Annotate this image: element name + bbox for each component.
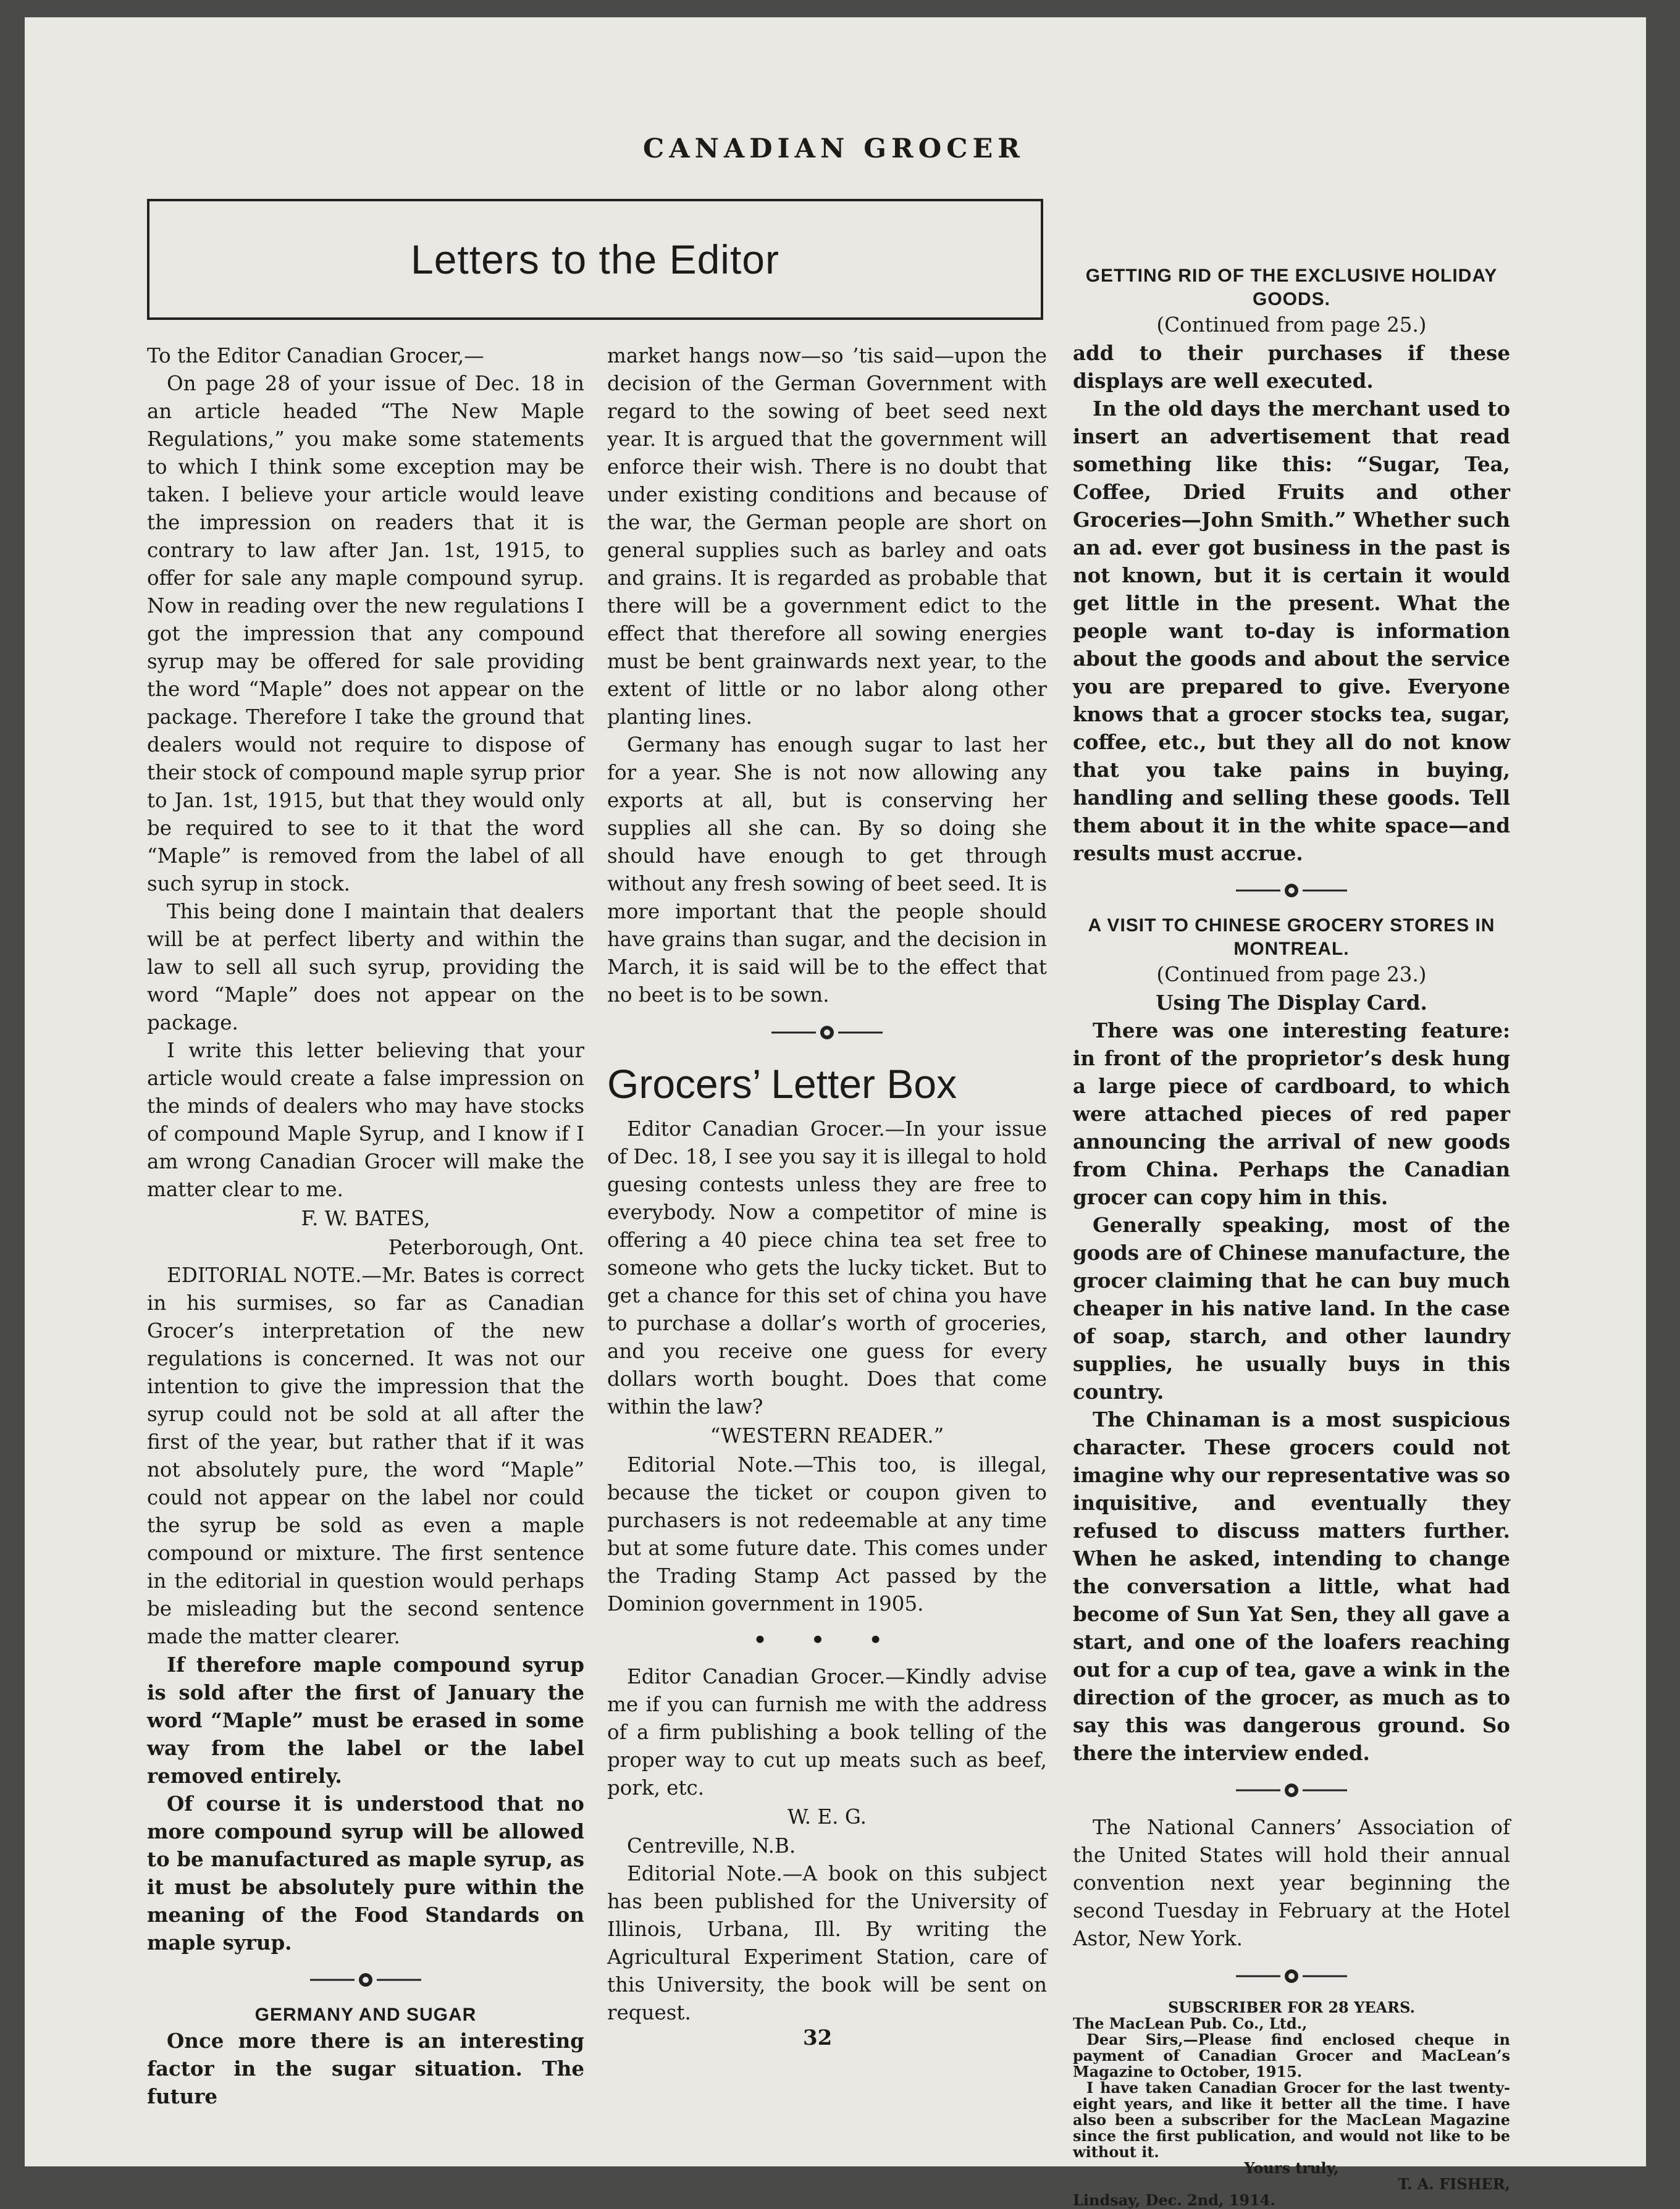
chinese-subheading: Using The Display Card. (1156, 991, 1427, 1015)
subscriber-heading: SUBSCRIBER FOR 28 YEARS. (1168, 1998, 1415, 2016)
holiday-paragraph-2: In the old days the merchant used to insert an advertisement that read something like this: “Sugar, Tea, Coffee, Dried Fruits and other Groceries—John Smith.” Whether such an ad. ever got business in the past is not known, but it is certain it would get little in the present. What the people want to-day is information about the goods and about the service you are prepared to give. Everyone knows that a grocer stocks tea, sugar, coffee, etc., but they all do not know that you take pains in buying, handling and selling these goods. Tell them about it in the white space—and results must accrue. (1073, 396, 1510, 865)
chinese-paragraph-1: There was one interesting feature: in front of the proprietor’s desk hung a large piece of cardboard, to which were attached pieces of red paper announcing the arrival of new goods from China. Perhaps the Canadian grocer can copy him in this. (1073, 1018, 1510, 1209)
letter-1: Editor Canadian Grocer.—In your issue of Dec. 18, I see you say it is illegal to hold guesing contests unless they are free to everybody. Now a competitor of mine is offering a 40 piece china tea set free to someone who gets the lucky ticket. But to get a chance for this set of china you have to purchase a dollar’s worth of groceries, and you receive one guess for every dollars worth bought. Does that come within the law? (607, 1117, 1047, 1419)
dot-separator: • • • (753, 1628, 901, 1653)
subscriber-place: Lindsay, Dec. 2nd, 1914. (1073, 2191, 1275, 2209)
ornament-divider (147, 1956, 584, 2003)
letter-paragraph: This being done I maintain that dealers will be at perfect liberty and within the law to sell all such syrup, providing the word “Maple” does not appear on the package. (147, 900, 584, 1034)
letter-signature: F. W. BATES, (301, 1207, 430, 1230)
newspaper-page (25, 17, 1646, 2209)
letter-1-note: Editorial Note.—This too, is illegal, because the ticket or coupon given to purchasers is not redeemable at any time but at some future date. This comes under the Trading Stamp Act passed by the Dominion government in 1905. (607, 1453, 1047, 1616)
letter-2-location: Centreville, N.B. (627, 1834, 796, 1858)
germany-paragraph: Once more there is an interesting factor in the sugar situation. The future (147, 2029, 584, 2108)
ornament-divider (607, 1009, 1047, 1056)
ornament-divider (1073, 1953, 1510, 2000)
subscriber-paragraph-1: Dear Sirs,—Please find enclosed cheque in payment of Canadian Grocer and MacLean’s Magazine to October, 1915. (1073, 2031, 1510, 2081)
chinese-paragraph-3: The Chinaman is a most suspicious character. These grocers could not imagine why our representative was so inquisitive, and eventually they refused to discuss matters further. When he asked, intending to change the conversation a little, what had become of Sun Yat Sen, they all gave a start, and one of the loafers reaching out for a cup of tea, gave a wink in the direction of the grocer, as much as to say this was dangerous ground. So there the interview ended. (1073, 1407, 1510, 1765)
editorial-note: EDITORIAL NOTE.—Mr. Bates is correct in his surmises, so far as Canadian Grocer’s interpretation of the new regulations is concerned. It was not our intention to give the impression that the syrup could not be sold at all after the first of the year, but rather that if it was not absolutely pure, the word “Maple” could not appear on the label nor could the syrup be sold as even a maple compound or mixture. The first sentence in the editorial in question would perhaps be misleading but the second sentence made the matter clearer. (147, 1264, 584, 1648)
canners-paragraph: The National Canners’ Association of the United States will hold their annual convention next year beginning the second Tuesday in February at the Hotel Astor, New York. (1073, 1816, 1510, 1950)
ornament-icon (310, 1971, 421, 1989)
page-number: 32 (803, 2026, 833, 2050)
subscriber-signature: T. A. FISHER, (1398, 2175, 1510, 2193)
ornament-divider (1073, 1767, 1510, 1814)
bold-paragraph: If therefore maple compound syrup is sold after the first of January the word “Maple” must be erased in some way from the label or the label removed entirely. (147, 1653, 584, 1788)
ornament-icon (1236, 881, 1347, 900)
letter-2-note: Editorial Note.—A book on this subject has been published for the University of Illinois, Urbana, Ill. By writing the Agricultural Experiment Station, care of this University, the book will be sent on request. (607, 1862, 1047, 2024)
letter-paragraph: I write this letter believing that your article would create a false impression on the minds of dealers who may have stocks of compound Maple Syrup, and I know if I am wrong Canadian Grocer will make the matter clear to me. (147, 1039, 584, 1201)
page-title: Letters to the Editor (411, 237, 779, 282)
ornament-icon (771, 1023, 883, 1042)
chinese-continued: (Continued from page 23.) (1156, 963, 1427, 986)
germany-continued: market hangs now—so ’tis said—upon the decision of the German Government with regard to the sowing of beet seed next year. It is argued that the government will enforce their wish. There is no doubt that under existing conditions and because of the war, the German people are short on general supplies such as barley and oats and grains. It is regarded as probable that there will be a government edict to the effect that therefore all sowing energies must be bent grainwards next year, to the extent of little or no labor along other planting lines. (607, 344, 1047, 729)
letterbox-heading: Grocers’ Letter Box (607, 1061, 957, 1107)
title-box (147, 199, 1043, 320)
subscriber-close: Yours truly, (1244, 2159, 1339, 2177)
salutation: To the Editor Canadian Grocer,— (147, 344, 484, 367)
chinese-heading: A VISIT TO CHINESE GROCERY STORES IN MONTREAL. (1088, 915, 1495, 959)
holiday-paragraph-1: add to their purchases if these displays are well executed. (1073, 341, 1510, 393)
subscriber-section (1073, 2000, 1510, 2208)
germany-heading: GERMANY AND SUGAR (254, 2005, 477, 2025)
column-1 (147, 342, 584, 2110)
column-3 (1073, 264, 1510, 2208)
bold-paragraph: Of course it is understood that no more compound syrup will be allowed to be manufactured as maple syrup, as it must be absolutely pure within the meaning of the Food Standards on maple syrup. (147, 1792, 584, 1955)
running-head: CANADIAN GROCER (643, 133, 1025, 164)
letter-2: Editor Canadian Grocer.—Kindly advise me if you can furnish me with the address of a firm publishing a book telling of the proper way to cut up meats such as beef, pork, etc. (607, 1665, 1047, 1800)
ornament-icon (1236, 1781, 1347, 1800)
letter-paragraph: On page 28 of your issue of Dec. 18 in an article headed “The New Maple Regulations,” you make some statements to which I think some exception may be taken. I believe your article would leave the impression on readers that it is contrary to law after Jan. 1st, 1915, to offer for sale any maple compound syrup. Now in reading over the new regulations I got the impression that any compound syrup may be offered for sale providing the word “Maple” does not appear on the package. Therefore I take the ground that dealers would not require to dispose of their stock of compound maple syrup prior to Jan. 1st, 1915, but that they would only be required to see to it that the word “Maple” is removed from the label of all such syrup in stock. (147, 372, 584, 895)
holiday-heading: GETTING RID OF THE EXCLUSIVE HOLIDAY GOODS. (1085, 266, 1498, 309)
letter-1-signature: “WESTERN READER.” (710, 1424, 944, 1448)
subscriber-paragraph-2: I have taken Canadian Grocer for the last twenty-eight years, and like it better all the time. I have also been a subscriber for the MacLean Magazine since the first publication, and would not like to be without it. (1073, 2079, 1510, 2161)
letter-location: Peterborough, Ont. (388, 1236, 584, 1259)
chinese-paragraph-2: Generally speaking, most of the goods are of Chinese manufacture, the grocer claiming that he can buy much cheaper in his native land. In the case of soap, starch, and other laundry supplies, he usually buys in this country. (1073, 1213, 1510, 1404)
ornament-divider (1073, 867, 1510, 914)
holiday-continued: (Continued from page 25.) (1156, 313, 1427, 337)
column-2 (607, 342, 1047, 2027)
ornament-icon (1236, 1967, 1347, 1985)
subscriber-address: The MacLean Pub. Co., Ltd., (1073, 2014, 1308, 2032)
germany-paragraph-2: Germany has enough sugar to last her for a year. She is not now allowing any exports at all, but is conserving her supplies all she can. By so doing she should have enough to get through without any fresh sowing of beet seed. It is more important that the people should have grains than sugar, and the decision in March, it is said will be to the effect that no beet is to be sown. (607, 733, 1047, 1007)
letter-2-signature: W. E. G. (788, 1805, 867, 1829)
